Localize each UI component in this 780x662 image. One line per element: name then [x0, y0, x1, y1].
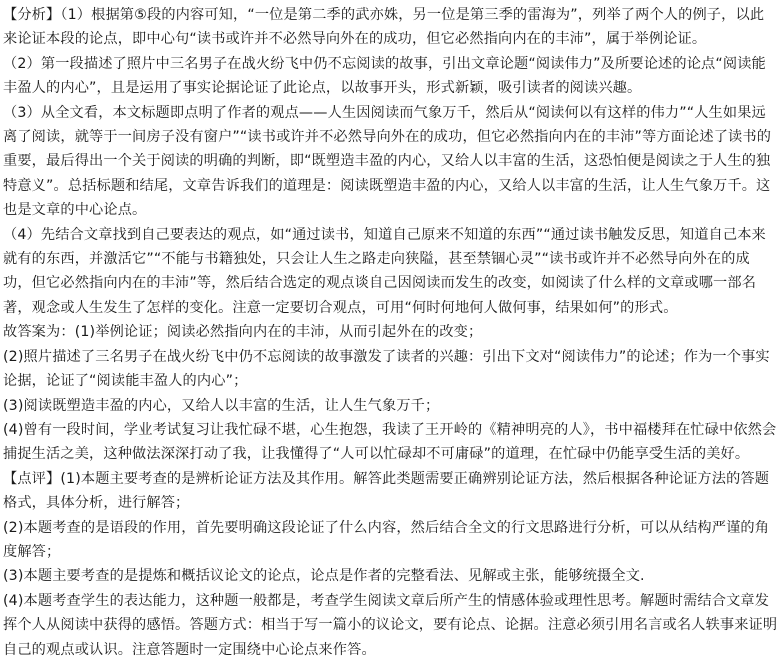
analysis-paragraph-4: （4）先结合文章找到自己要表达的观点，如“通过读书，知道自己原来不知道的东西”“通过读书触发反思，知道自己本来就有的东西，并激活它”“不能与书籍独处，只会让人生之路走向狭隘，甚至禁锢心灵”“读书或许并不必然导向外在的成功，但它必然指向内在的丰沛”等，然后结合选定的观点谈自己因阅读而发生的改变，如阅读了什么样的文章或哪一部名著，观念或人生发生了怎样的变化。注意一定要切合观点，可用“何时何地何人做何事，结果如何”的形式。 — [3, 226, 766, 316]
analysis-paragraph-1: 【分析】（1）根据第⑤段的内容可知，“一位是第二季的武亦姝，另一位是第三季的雷海为”，列举了两个人的例子，以此来论证本段的论点，即中心句“读书或许并不必然导向外在的成功，但它必然指向内在的丰沛”，属于举例论证。 — [3, 7, 765, 48]
answer-paragraph-3: (3)阅读既塑造丰盈的内心，又给人以丰富的生活，让人生气象万千； — [3, 397, 440, 414]
answer-paragraph-4: (4)曾有一段时间，学业考试复习让我忙碌不堪，心生抱怨，我读了王开岭的《精神明亮的人》，书中福楼拜在忙碌中依然会捕捉生活之美，这种做法深深打动了我，让我懂得了“人可以忙碌却不可庸碌”的道理，在忙碌中仍能享受生活的美好。 — [3, 421, 777, 463]
answer-paragraph-2: (2)照片描述了三名男子在战火纷飞中仍不忘阅读的故事激发了读者的兴趣：引出下文对“阅读伟力”的论述；作为一个事实论据，论证了“阅读能丰盈人的内心”； — [3, 348, 770, 390]
answer-paragraph-1: 故答案为：(1)举例论证；阅读必然指向内在的丰沛，从而引起外在的改变； — [3, 324, 483, 341]
comment-paragraph-1: 【点评】(1)本题主要考查的是辨析论证方法及其作用。解答此类题需要正确辨别论证方法，然后根据各种论证方法的答题格式，具体分析，进行解答； — [3, 470, 770, 512]
comment-paragraph-3: (3)本题主要考查的是提炼和概括议论文的论点，论点是作者的完整看法、见解或主张，能够统摄全文. — [3, 568, 645, 585]
comment-paragraph-2: (2)本题考查的是语段的作用，首先要明确这段论证了什么内容，然后结合全文的行文思路进行分析，可以从结构严谨的角度解答； — [3, 519, 770, 560]
analysis-paragraph-2: （2）第一段描述了照片中三名男子在战火纷飞中仍不忘阅读的故事，引出文章论题“阅读伟力”及所要论述的论点“阅读能丰盈人的内心”，且是运用了事实论据论证了此论点，以故事开头，形式新颖，吸引读者的阅读兴趣。 — [3, 55, 766, 97]
analysis-paragraph-3: （3）从全文看，本文标题即点明了作者的观点——人生因阅读而气象万千，然后从“阅读何以有这样的伟力”“人生如果远离了阅读，就等于一间房子没有窗户”“读书或许并不必然导向外在的成功，但它必然指向内在的丰沛”等方面论述了读书的重要，最后得出一个关于阅读的明确的判断，即“既塑造丰盈的内心，又给人以丰富的生活，这恐怕便是阅读之于人生的独特意义”。总括标题和结尾，文章告诉我们的道理是：阅读既塑造丰盈的内心，又给人以丰富的生活，让人生气象万千。这也是文章的中心论点。 — [3, 104, 772, 219]
comment-paragraph-4: (4)本题考查学生的表达能力，这种题一般都是，考查学生阅读文章后所产生的情感体验或理性思考。解题时需结合文章发挥个人从阅读中获得的感悟。答题方式：相当于写一篇小的议论文，要有论点、论据。注意必须引用名言或名人轶事来证明自己的观点或认识。注意答题时一定围绕中心论点来作答。 — [3, 592, 778, 658]
